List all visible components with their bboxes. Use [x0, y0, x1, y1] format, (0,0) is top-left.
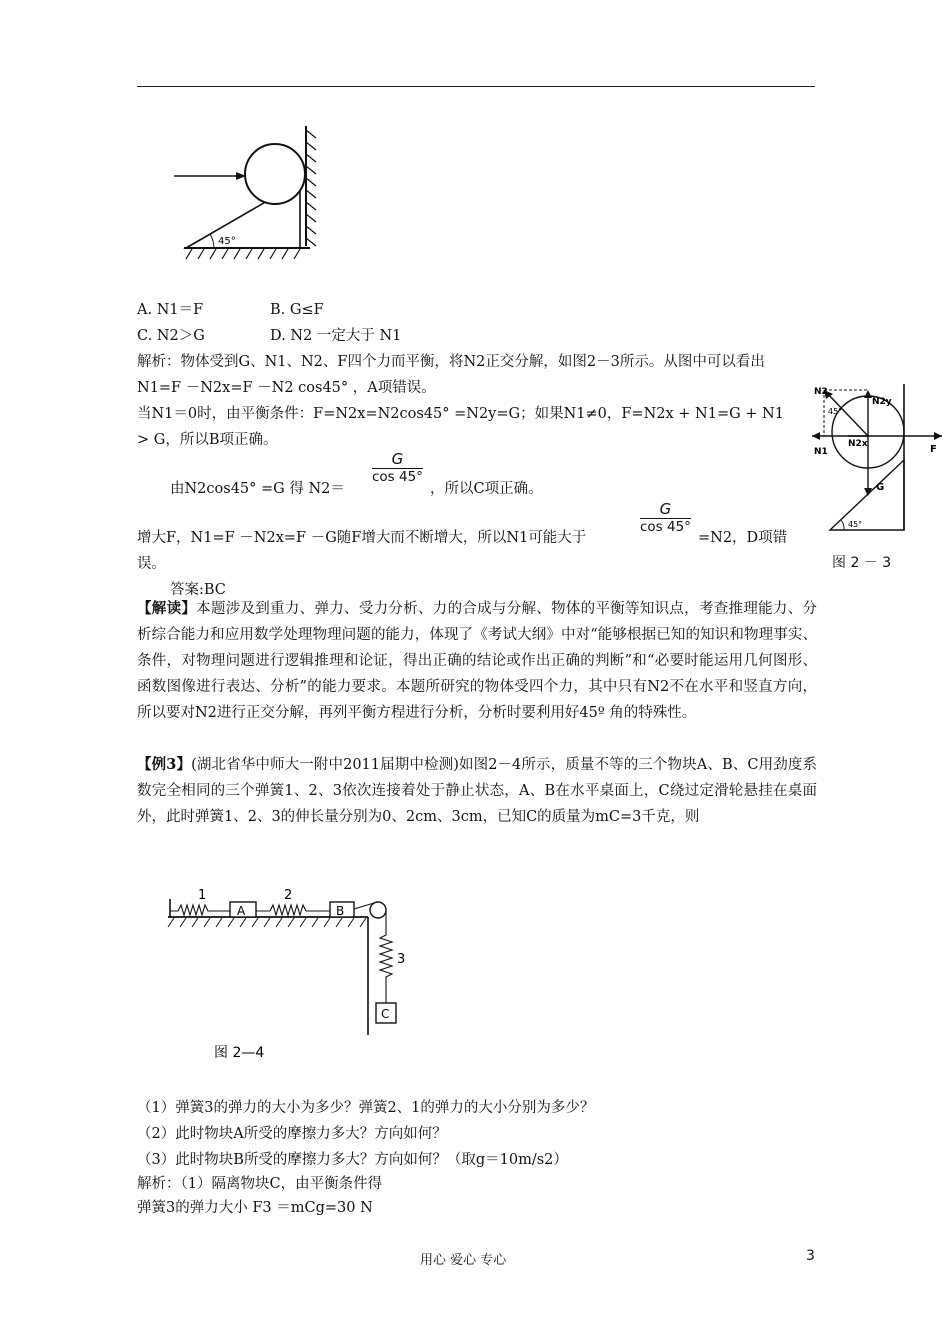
label-spring-1: 1 [198, 888, 207, 903]
option-a: A. N1＝F [137, 302, 204, 318]
fraction-g-over-cos45-a [372, 450, 423, 485]
interpretation-heading: 【解读】 [137, 600, 197, 617]
example-3-text: (湖北省华中师大一附中2011届期中检测)如图2－4所示，质量不等的三个物块A、B、C用劲度系数完全相同的三个弹簧1、2、3依次连接着处于静止状态，A、B在水平桌面上，C绕过定滑轮悬挂在桌面外，此时弹簧1、2、3的伸长量分别为0、2cm、3cm，已知C的质量为mC=3千克，则 [137, 757, 818, 825]
question-1: （1）弹簧3的弹力的大小为多少？弹簧2、1的弹力的大小分别为多少？ [137, 1100, 595, 1116]
analysis-line-5-post: ，所以C项正确。 [430, 481, 543, 497]
example-3-paragraph [137, 752, 817, 830]
fraction-denominator: cos 45° [640, 519, 691, 535]
figure-ball-incline [170, 118, 330, 268]
fraction-denominator: cos 45° [372, 469, 423, 485]
analysis-line-1: 解析：物体受到G、N1、N2、F四个力而平衡，将N2正交分解，如图2－3所示。从图中可以看出 [137, 354, 765, 370]
example-3-heading: 【例3】 [137, 756, 192, 773]
analysis-line-7: 误。 [137, 556, 166, 572]
label-spring-3: 3 [397, 952, 406, 967]
label-g: G [876, 482, 885, 493]
fraction-numerator: G [640, 500, 691, 519]
option-d: D. N2 一定大于 N1 [270, 328, 402, 344]
label-angle-bottom: 45° [848, 520, 863, 529]
solution-line-2: 弹簧3的弹力大小 F3 ＝mCg=30 N [137, 1200, 373, 1216]
figure-2-3-caption: 图 2 － 3 [832, 555, 892, 571]
label-n2y: N2y [872, 397, 892, 407]
interpretation-paragraph [137, 596, 817, 726]
label-block-a: A [237, 904, 246, 918]
label-block-b: B [336, 904, 345, 918]
analysis-line-6-pre: 增大F，N1=F －N2x=F －G随F增大而不断增大，所以N1可能大于 [137, 530, 587, 546]
label-block-c: C [381, 1007, 390, 1021]
solution-line-1: 解析：（1）隔离物块C，由平衡条件得 [137, 1176, 383, 1192]
angle-label-top: 45° [218, 236, 236, 247]
option-c: C. N2＞G [137, 328, 205, 344]
fraction-g-over-cos45-b [640, 500, 691, 535]
option-b: B. G≤F [270, 302, 324, 318]
figure-2-3-force-diagram [808, 380, 948, 536]
analysis-line-3: 当N1＝0时，由平衡条件：F=N2x=N2cos45° =N2y=G；如果N1≠0，F=N2x + N1=G + N1 [137, 406, 784, 422]
analysis-line-5-pre: 由N2cos45° =G 得 N2＝ [170, 481, 345, 497]
label-angle-top: 45° [828, 407, 843, 416]
interpretation-text: 本题涉及到重力、弹力、受力分析、力的合成与分解、物体的平衡等知识点，考查推理能力、分析综合能力和应用数学处理物理问题的能力，体现了《考试大纲》中对“能够根据已知的知识和物理事实、条件，对物理问题进行逻辑推理和论证，得出正确的结论或作出正确的判断”和“必要时能运用几何图形、函数图像进行表达、分析”的能力要求。本题所研究的物体受四个力，其中只有N2不在水平和竖直方向，所以要对N2进行正交分解，再列平衡方程进行分析，分析时要利用好45º 角的特殊性。 [137, 601, 817, 721]
figure-2-4-caption: 图 2—4 [214, 1045, 265, 1061]
header-rule [137, 86, 815, 87]
label-spring-2: 2 [284, 888, 293, 903]
answer-text: 答案:BC [170, 582, 226, 598]
figure-2-4-springs [160, 885, 420, 1065]
page-number: 3 [806, 1248, 815, 1264]
label-n2: N2 [814, 387, 828, 397]
footer-slogan: 用心 爱心 专心 [420, 1253, 507, 1268]
label-n2x: N2x [848, 439, 868, 449]
analysis-line-4: > G，所以B项正确。 [137, 432, 278, 448]
label-f: F [930, 444, 937, 455]
question-2: （2）此时物块A所受的摩擦力多大？方向如何？ [137, 1126, 447, 1142]
analysis-line-2: N1=F －N2x=F －N2 cos45° ，A项错误。 [137, 380, 436, 396]
question-3: （3）此时物块B所受的摩擦力多大？方向如何？（取g＝10m/s2） [137, 1152, 568, 1168]
analysis-line-6-post: =N2，D项错 [698, 530, 788, 546]
fraction-numerator: G [372, 450, 423, 469]
label-n1: N1 [814, 447, 828, 457]
